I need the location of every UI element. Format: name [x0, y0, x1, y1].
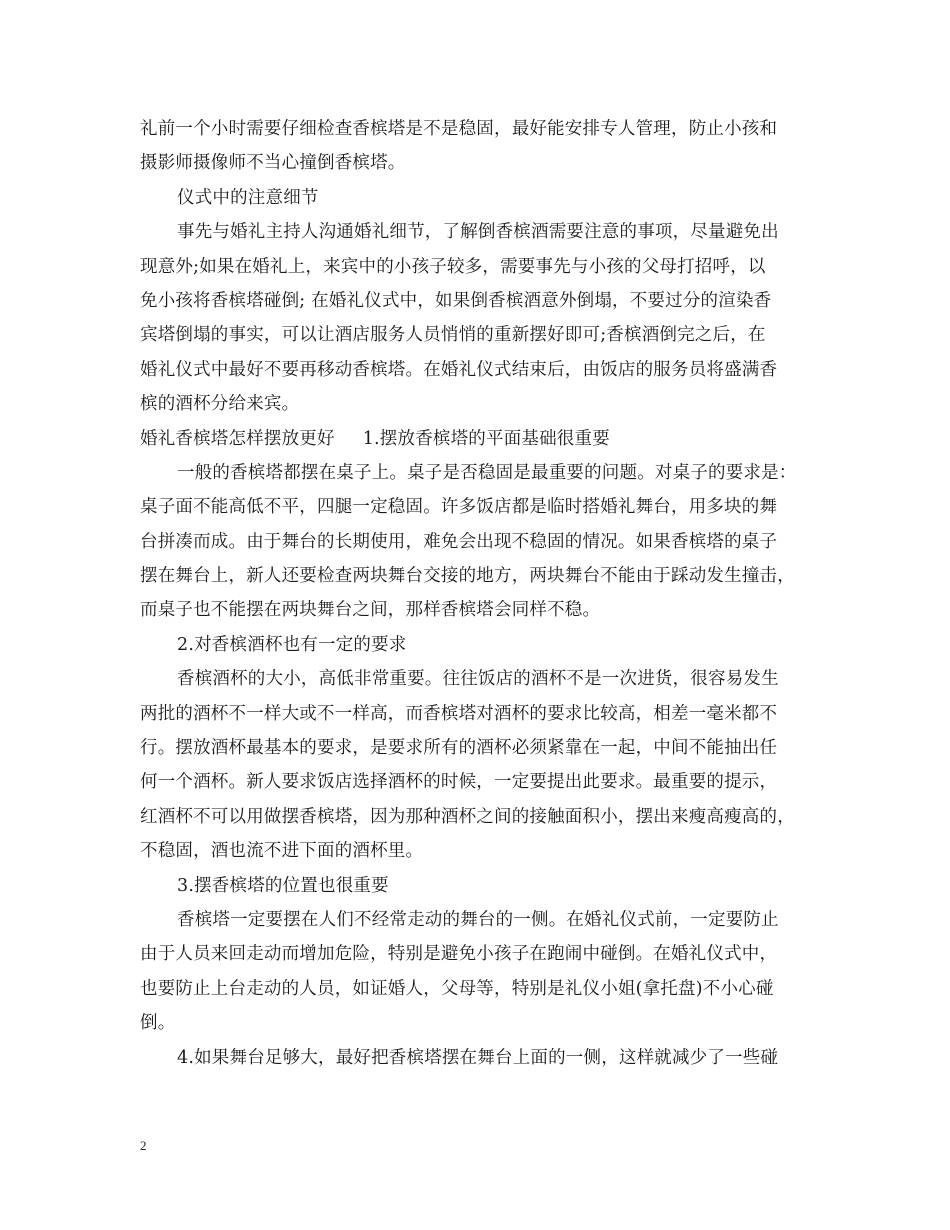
text-line: 而桌子也不能摆在两块舞台之间，那样香槟塔会同样不稳。 — [140, 600, 601, 621]
text-line: 桌子面不能高低不平，四腿一定稳固。许多饭店都是临时搭婚礼舞台，用多块的舞 — [140, 497, 778, 518]
text-line: 倒。 — [140, 1013, 176, 1034]
text-line: 何一个酒杯。新人要求饭店选择酒杯的时候，一定要提出此要求。最重要的提示， — [140, 772, 778, 793]
text-line: 3.摆香槟塔的位置也很重要 — [177, 875, 389, 896]
text-line — [140, 422, 830, 456]
text-line: 事先与婚礼主持人沟通婚礼细节，了解倒香槟酒需要注意的事项，尽量避免出 — [177, 222, 779, 243]
text-line: 仪式中的注意细节 — [177, 187, 319, 208]
subsection-heading: 1.摆放香槟塔的平面基础很重要 — [362, 428, 610, 449]
text-line: 香槟酒杯的大小，高低非常重要。往往饭店的酒杯不是一次进货，很容易发生 — [177, 669, 779, 690]
page-number: 2 — [140, 1138, 147, 1153]
text-line: 摄影师摄像师不当心撞倒香槟塔。 — [140, 153, 406, 174]
text-line: 不稳固，酒也流不进下面的酒杯里。 — [140, 841, 424, 862]
text-line: 红酒杯不可以用做摆香槟塔，因为那种酒杯之间的接触面积小，摆出来瘦高瘦高的， — [140, 806, 795, 827]
text-line: 礼前一个小时需要仔细检查香槟塔是不是稳固，最好能安排专人管理，防止小孩和 — [140, 119, 778, 139]
text-line: 免小孩将香槟塔碰倒; 在婚礼仪式中，如果倒香槟酒意外倒塌，不要过分的渲染香 — [140, 290, 772, 311]
text-line: 2.对香槟酒杯也有一定的要求 — [177, 634, 407, 655]
text-line: 一般的香槟塔都摆在桌子上。桌子是否稳固是最重要的问题。对桌子的要求是： — [177, 462, 797, 483]
text-line: 槟的酒杯分给来宾。 — [140, 394, 300, 415]
section-heading: 婚礼香槟塔怎样摆放更好 — [140, 428, 335, 449]
text-line: 台拼凑而成。由于舞台的长期使用，难免会出现不稳固的情况。如果香槟塔的桌子 — [140, 531, 778, 552]
text-line: 婚礼仪式中最好不要再移动香槟塔。在婚礼仪式结束后，由饭店的服务员将盛满香 — [140, 359, 778, 380]
text-line: 由于人员来回走动而增加危险，特别是避免小孩子在跑闹中碰倒。在婚礼仪式中， — [140, 944, 778, 965]
text-line: 行。摆放酒杯最基本的要求，是要求所有的酒杯必须紧靠在一起，中间不能抽出任 — [140, 738, 778, 759]
text-line: 4.如果舞台足够大，最好把香槟塔摆在舞台上面的一侧，这样就减少了一些碰 — [177, 1047, 779, 1068]
text-line: 香槟塔一定要摆在人们不经常走动的舞台的一侧。在婚礼仪式前，一定要防止 — [177, 909, 779, 930]
document-body — [140, 112, 830, 1075]
text-line: 两批的酒杯不一样大或不一样高，而香槟塔对酒杯的要求比较高，相差一毫米都不 — [140, 703, 778, 724]
text-line: 现意外;如果在婚礼上，来宾中的小孩子较多，需要事先与小孩的父母打招呼，以 — [140, 256, 766, 277]
text-line: 也要防止上台走动的人员，如证婚人，父母等，特别是礼仪小姐(拿托盘)不小心碰 — [140, 978, 774, 999]
text-line: 宾塔倒塌的事实，可以让酒店服务人员悄悄的重新摆好即可;香槟酒倒完之后，在 — [140, 325, 766, 346]
text-line: 摆在舞台上，新人还要检查两块舞台交接的地方，两块舞台不能由于踩动发生撞击， — [140, 566, 795, 587]
